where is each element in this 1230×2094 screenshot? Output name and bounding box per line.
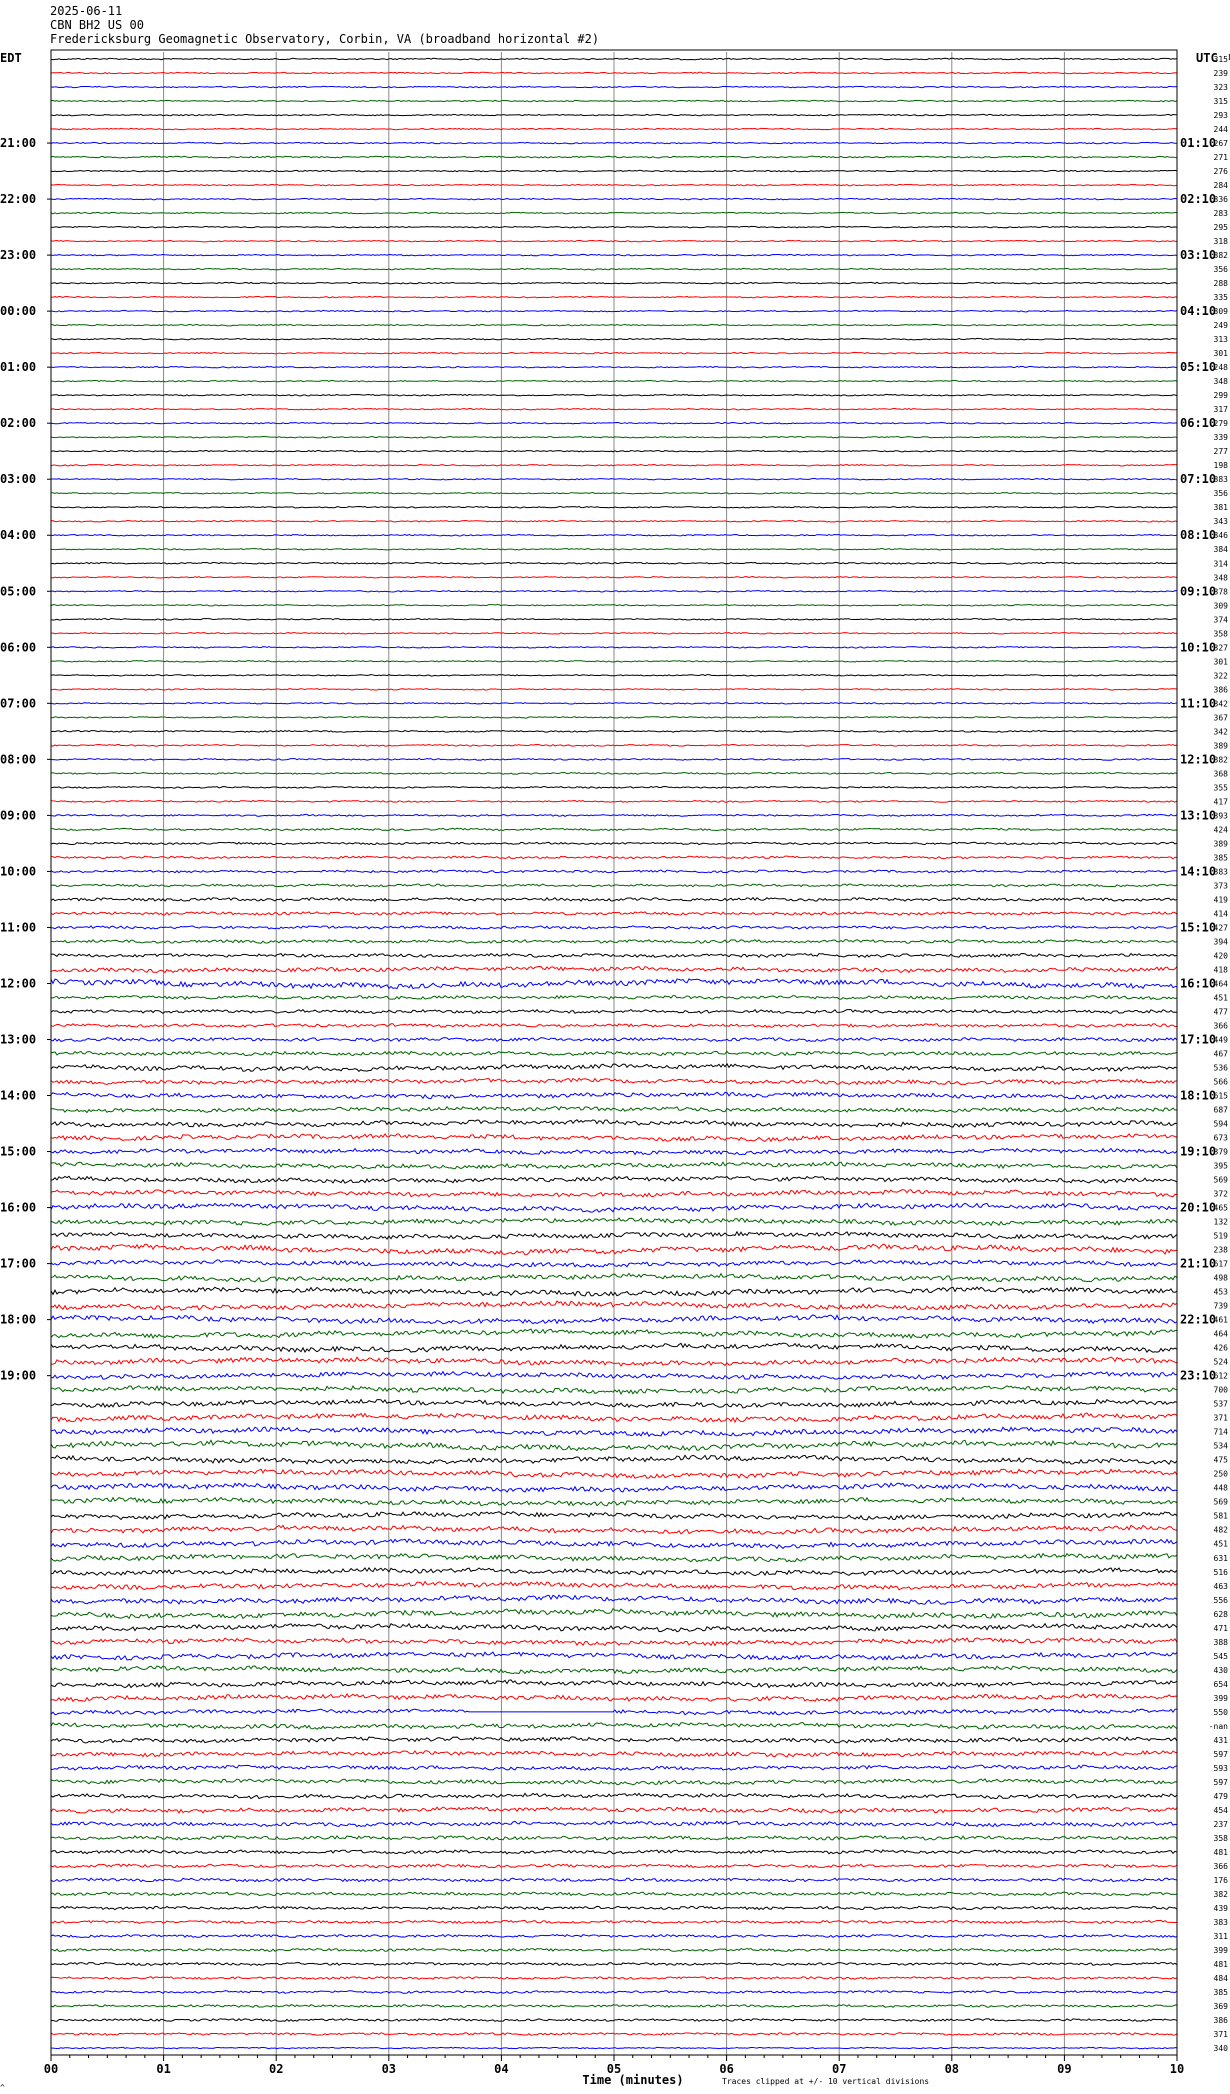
dc-value: 612	[1213, 1371, 1228, 1381]
dc-value: 597	[1213, 1777, 1228, 1787]
x-tick-label: 00	[43, 2062, 59, 2076]
dc-value: 714	[1213, 1427, 1228, 1437]
dc-value: 381	[1213, 503, 1228, 513]
dc-value: 431	[1213, 1735, 1228, 1745]
dc-value: 524	[1213, 1357, 1228, 1367]
dc-value: 336	[1213, 195, 1228, 205]
dc-value: 198	[1213, 461, 1228, 471]
dc-value: 414	[1213, 909, 1228, 919]
right-hour-label: 09:10	[1180, 584, 1217, 599]
dc-value: 369	[1213, 2001, 1228, 2011]
dc-value: 482	[1213, 1525, 1228, 1535]
dc-value: 373	[1213, 881, 1228, 891]
dc-value: 516	[1213, 1567, 1228, 1577]
right-hour-label: 07:10	[1180, 472, 1217, 487]
dc-value: 301	[1213, 349, 1228, 359]
dc-value: 348	[1213, 573, 1228, 583]
dc-value: 250	[1213, 1469, 1228, 1479]
x-tick-label: 05	[606, 2062, 622, 2076]
left-hour-label: 02:00	[0, 416, 37, 431]
dc-value: 628	[1213, 1609, 1228, 1619]
right-hour-label: 10:10	[1180, 640, 1217, 655]
dc-value: 569	[1213, 1175, 1228, 1185]
dc-value: 176	[1213, 1875, 1228, 1885]
left-hour-label: 17:00	[0, 1256, 37, 1271]
dc-value: 393	[1213, 811, 1228, 821]
left-hour-label: 05:00	[0, 584, 37, 599]
dc-value: 309	[1213, 601, 1228, 611]
right-hour-label: 04:10	[1180, 304, 1217, 319]
dc-value: 358	[1213, 629, 1228, 639]
dc-value: 132	[1213, 1217, 1228, 1227]
dc-value: 244	[1213, 125, 1228, 135]
dc-value: 451	[1213, 1539, 1228, 1549]
right-hour-label: 14:10	[1180, 864, 1217, 879]
dc-value: 461	[1213, 1315, 1228, 1325]
dc-value: 346	[1213, 531, 1228, 541]
right-hour-label: 21:10	[1180, 1256, 1217, 1271]
dc-value: 295	[1213, 223, 1228, 233]
dc-value: 449	[1213, 1035, 1228, 1045]
right-timezone-label: UTC	[1196, 51, 1218, 65]
left-hour-label: 11:00	[0, 920, 37, 935]
dc-value: 342	[1213, 727, 1228, 737]
right-hour-label: 13:10	[1180, 808, 1217, 823]
dc-value: 342	[1213, 699, 1228, 709]
dc-value: 556	[1213, 1595, 1228, 1605]
dc-value: 545	[1213, 1651, 1228, 1661]
left-timezone-label: EDT	[0, 51, 22, 65]
x-tick-label: 07	[831, 2062, 847, 2076]
dc-value: 463	[1213, 1581, 1228, 1591]
x-tick-label: 06	[719, 2062, 734, 2076]
left-hour-label: 06:00	[0, 640, 37, 655]
left-hour-label: 07:00	[0, 696, 37, 711]
dc-value: 385	[1213, 853, 1228, 863]
dc-value: 417	[1213, 797, 1228, 807]
left-hour-label: 18:00	[0, 1312, 37, 1327]
dc-value: 439	[1213, 1903, 1228, 1913]
right-hour-label: 06:10	[1180, 416, 1217, 431]
dc-value: 471	[1213, 1623, 1228, 1633]
left-hour-label: 09:00	[0, 808, 37, 823]
dc-value: 356	[1213, 489, 1228, 499]
left-hour-label: 16:00	[0, 1200, 37, 1215]
right-hour-label: 17:10	[1180, 1032, 1217, 1047]
dc-value: 366	[1213, 1021, 1228, 1031]
left-hour-label: 23:00	[0, 248, 37, 263]
dc-value: 454	[1213, 1805, 1228, 1815]
dc-value: 453	[1213, 1287, 1228, 1297]
right-hour-label: 08:10	[1180, 528, 1217, 543]
dc-value: 309	[1213, 307, 1228, 317]
dc-value: 271	[1213, 153, 1228, 163]
corner-mark: ^	[0, 2083, 5, 2092]
dc-value: 386	[1213, 685, 1228, 695]
dc-value: 687	[1213, 1105, 1228, 1115]
dc-value: 348	[1213, 377, 1228, 387]
dc-value: 389	[1213, 741, 1228, 751]
dc-value: 313	[1213, 335, 1228, 345]
dc-value: 593	[1213, 1763, 1228, 1773]
dc-value: 315	[1213, 97, 1228, 107]
trace-3	[51, 100, 1177, 101]
dc-value: 276	[1213, 167, 1228, 177]
dc-value: 581	[1213, 1511, 1228, 1521]
dc-value: 464	[1213, 1329, 1228, 1339]
dc-value: 427	[1213, 923, 1228, 933]
dc-value: 430	[1213, 1665, 1228, 1675]
right-hour-label: 20:10	[1180, 1200, 1217, 1215]
dc-value: 594	[1213, 1119, 1228, 1129]
right-hour-label: 22:10	[1180, 1312, 1217, 1327]
dc-value: 374	[1213, 615, 1228, 625]
dc-value: 327	[1213, 643, 1228, 653]
station-id: CBN BH2 US 00	[50, 18, 144, 32]
dc-value: 355	[1213, 783, 1228, 793]
dc-value: 700	[1213, 1385, 1228, 1395]
dc-value: 315	[1213, 55, 1228, 65]
right-hour-label: 02:10	[1180, 192, 1217, 207]
dc-value: 631	[1213, 1553, 1228, 1563]
dc-value: 358	[1213, 1833, 1228, 1843]
dc-value: 382	[1213, 251, 1228, 261]
dc-value: 566	[1213, 1077, 1228, 1087]
dc-value: 383	[1213, 475, 1228, 485]
dc-value: 394	[1213, 937, 1228, 947]
dc-value: 340	[1213, 2043, 1228, 2053]
right-hour-label: 05:10	[1180, 360, 1217, 375]
dc-value: 371	[1213, 2029, 1228, 2039]
dc-value: 739	[1213, 1301, 1228, 1311]
dc-value: 569	[1213, 1497, 1228, 1507]
x-tick-label: 02	[268, 2062, 284, 2076]
dc-value: 379	[1213, 1147, 1228, 1157]
dc-value: 318	[1213, 237, 1228, 247]
right-hour-label: 01:10	[1180, 136, 1217, 151]
dc-value: 385	[1213, 1987, 1228, 1997]
dc-value: 323	[1213, 83, 1228, 93]
dc-value: 467	[1213, 1049, 1228, 1059]
dc-value: 537	[1213, 1399, 1228, 1409]
dc-value: 475	[1213, 1455, 1228, 1465]
dc-value: 239	[1213, 69, 1228, 79]
dc-value: 448	[1213, 1483, 1228, 1493]
left-hour-label: 10:00	[0, 864, 37, 879]
dc-value: 519	[1213, 1231, 1228, 1241]
dc-value: 477	[1213, 1007, 1228, 1017]
dc-value: 314	[1213, 559, 1228, 569]
dc-value: 536	[1213, 1063, 1228, 1073]
left-hour-label: 00:00	[0, 304, 37, 319]
dc-value: 399	[1213, 1945, 1228, 1955]
left-hour-label: 14:00	[0, 1088, 37, 1103]
dc-value: 293	[1213, 111, 1228, 121]
dc-value: 238	[1213, 1245, 1228, 1255]
dc-value: 383	[1213, 867, 1228, 877]
dc-value: 339	[1213, 433, 1228, 443]
dc-value: 335	[1213, 293, 1228, 303]
right-hour-label: 16:10	[1180, 976, 1217, 991]
right-hour-label: 19:10	[1180, 1144, 1217, 1159]
dc-value: 284	[1213, 181, 1228, 191]
dc-value: 383	[1213, 1917, 1228, 1927]
dc-value: 426	[1213, 1343, 1228, 1353]
left-hour-label: 08:00	[0, 752, 37, 767]
dc-value: 288	[1213, 279, 1228, 289]
dc-value: 317	[1213, 405, 1228, 415]
dc-value: 673	[1213, 1133, 1228, 1143]
dc-value: 395	[1213, 1161, 1228, 1171]
dc-value: 279	[1213, 419, 1228, 429]
dc-value: 249	[1213, 321, 1228, 331]
plot-date: 2025-06-11	[50, 4, 123, 18]
x-tick-label: 08	[944, 2062, 960, 2076]
x-tick-label: 04	[494, 2062, 509, 2076]
right-hour-label: 23:10	[1180, 1368, 1217, 1383]
right-hour-label: 03:10	[1180, 248, 1217, 263]
dc-value: 248	[1213, 363, 1228, 373]
dc-value: 267	[1213, 139, 1228, 149]
dc-value: 277	[1213, 447, 1228, 457]
dc-value: 617	[1213, 1259, 1228, 1269]
dc-value: 615	[1213, 1091, 1228, 1101]
right-hour-label: 15:10	[1180, 920, 1217, 935]
dc-value: 388	[1213, 1637, 1228, 1647]
left-hour-label: 15:00	[0, 1144, 37, 1159]
dc-value: 237	[1213, 1819, 1228, 1829]
x-tick-label: 10	[1169, 2062, 1185, 2076]
left-hour-label: 03:00	[0, 472, 37, 487]
dc-value: 386	[1213, 2015, 1228, 2025]
dc-value: 367	[1213, 713, 1228, 723]
dc-value: 371	[1213, 1413, 1228, 1423]
plot-title: Fredericksburg Geomagnetic Observatory, Corbin, VA (broadband horizontal #2)	[50, 32, 600, 46]
dc-value: 343	[1213, 517, 1228, 527]
dc-value: 550	[1213, 1707, 1228, 1717]
dc-value: 389	[1213, 839, 1228, 849]
dc-value: 464	[1213, 979, 1228, 989]
dc-value: 420	[1213, 951, 1228, 961]
left-hour-label: 01:00	[0, 360, 37, 375]
clip-note: Traces clipped at +/- 10 vertical divisions	[722, 2077, 930, 2086]
dc-value: 322	[1213, 671, 1228, 681]
dc-value: 301	[1213, 657, 1228, 667]
dc-value: 418	[1213, 965, 1228, 975]
dc-value: 311	[1213, 1931, 1228, 1941]
right-hour-label: 11:10	[1180, 696, 1217, 711]
dc-value: 654	[1213, 1679, 1228, 1689]
dc-value: 368	[1213, 769, 1228, 779]
right-hour-label: 18:10	[1180, 1088, 1217, 1103]
left-hour-label: 13:00	[0, 1032, 37, 1047]
dc-value: 451	[1213, 993, 1228, 1003]
right-hour-label: 12:10	[1180, 752, 1217, 767]
dc-value: 498	[1213, 1273, 1228, 1283]
dc-value: 424	[1213, 825, 1228, 835]
dc-value: 356	[1213, 265, 1228, 275]
dc-value: 299	[1213, 391, 1228, 401]
left-hour-label: 19:00	[0, 1368, 37, 1383]
dc-value: 399	[1213, 1693, 1228, 1703]
x-tick-label: 09	[1057, 2062, 1072, 2076]
dc-value: 481	[1213, 1959, 1228, 1969]
x-tick-label: 01	[156, 2062, 171, 2076]
dc-value: 597	[1213, 1749, 1228, 1759]
left-hour-label: 04:00	[0, 528, 37, 543]
dc-value: -nan	[1208, 1721, 1228, 1731]
dc-value: 283	[1213, 209, 1228, 219]
dc-value: 534	[1213, 1441, 1228, 1451]
dc-value: 481	[1213, 1847, 1228, 1857]
dc-value: 484	[1213, 1973, 1228, 1983]
dc-offset-column	[1209, 55, 1228, 2053]
dc-value: 384	[1213, 545, 1228, 555]
dc-value: 372	[1213, 1189, 1228, 1199]
dc-value: 378	[1213, 587, 1228, 597]
dc-value: 419	[1213, 895, 1228, 905]
dc-value: 382	[1213, 755, 1228, 765]
dc-value: 366	[1213, 1861, 1228, 1871]
x-axis-label: Time (minutes)	[582, 2073, 684, 2087]
left-hour-label: 22:00	[0, 192, 37, 207]
x-tick-label: 03	[381, 2062, 397, 2076]
left-hour-label: 12:00	[0, 976, 37, 991]
dc-value: 465	[1213, 1203, 1228, 1213]
dc-value: 382	[1213, 1889, 1228, 1899]
dc-value: 479	[1213, 1791, 1228, 1801]
left-hour-label: 21:00	[0, 136, 37, 151]
